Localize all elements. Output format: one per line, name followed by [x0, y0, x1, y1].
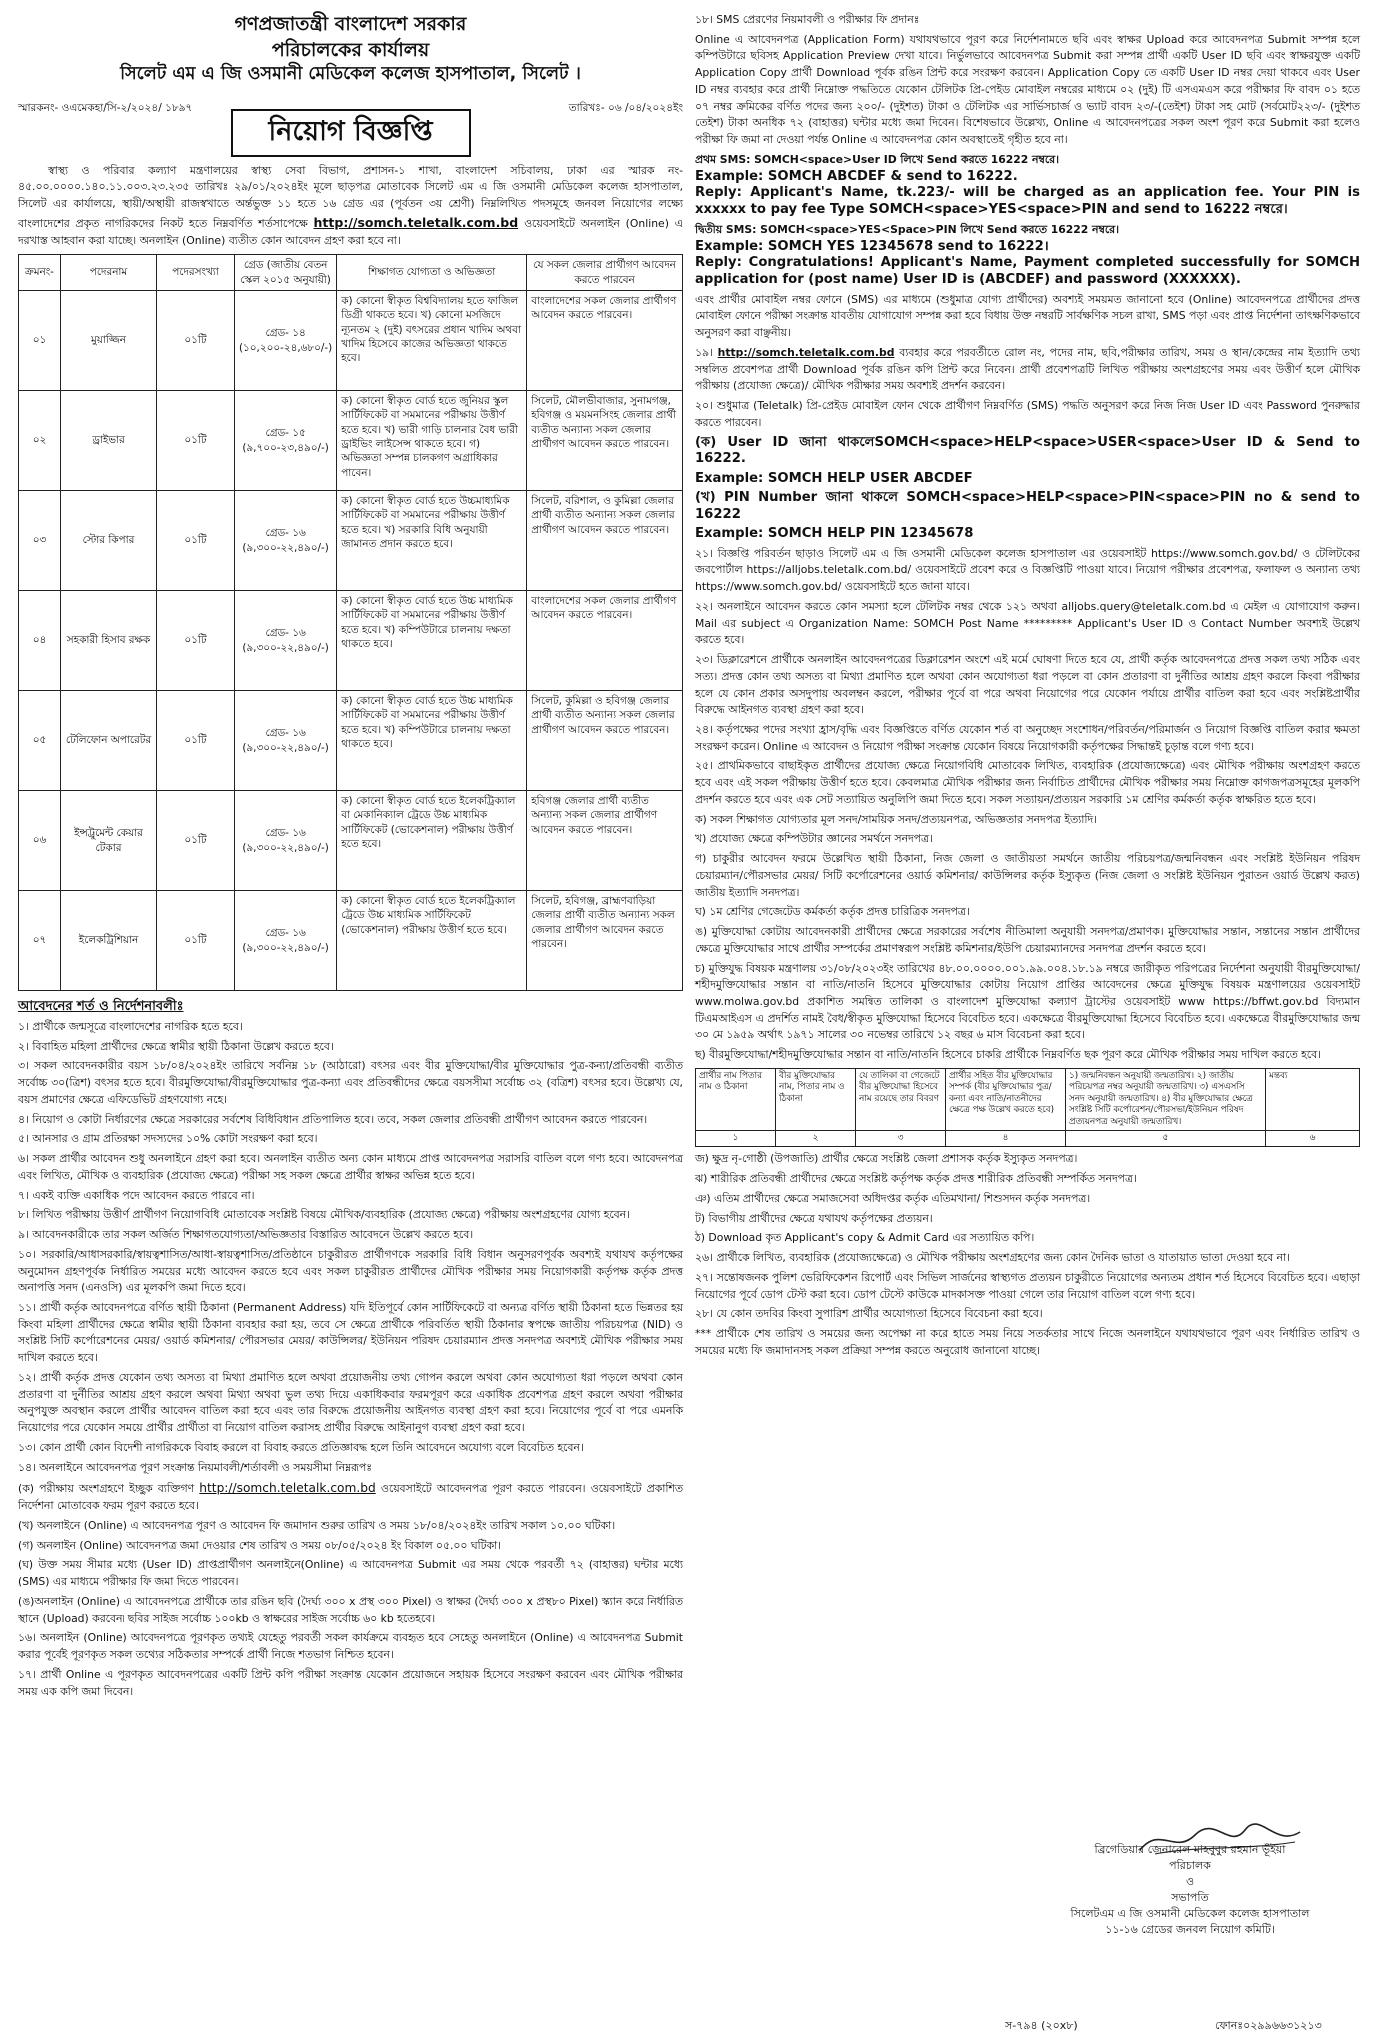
sms-rules-heading: ১৮। SMS প্রেরণের নিয়মাবলী ও পরীক্ষার ফি প্রদানঃ — [695, 13, 920, 26]
cell-count: ০১টি — [157, 791, 235, 891]
condition-item: ৩। সকল আবেদনকারীর বয়স ১৮/০৪/২০২৪ইং তারিখে সর্বনিম্ন ১৮ (আঠারো) বৎসর এবং বীর মুক্তিযোদ্ধা/বীর মুক্তিযোদ্ধার পুত্র-কন্যা/প্রতিবন্ধী ব্যতীত সর্বোচ্চ ৩০(ত্রিশ) বৎসর হতে হবে। বীরমুক্তিযোদ্ধা/বীরমুক্তিযোদ্ধার পুত্র-কন্যা এবং প্রতিবন্ধীদের ক্ষেত্রে বয়সসীমা সর্বোচ্চ ৩২ (বত্রিশ) বৎসর হবে। উল্লেখ্য যে, বয়স প্রমাণের ক্ষেত্রে এফিডেভিট গ্রহণযোগ্য নহে। — [18, 1059, 683, 1106]
ff-col-gazette: যে তালিকা বা গেজেটে বীর মুক্তিযোদ্ধা হিসেবে নাম রয়েছে তার বিবরণ — [856, 1068, 946, 1130]
cell-grade: গ্রেড- ১৬ (৯,৩০০-২২,৪৯০/-) — [235, 591, 337, 691]
cell-qualification: ক) কোনো স্বীকৃত বোর্ড হতে জুনিয়র স্কুল সার্টিফিকেট বা সমমানের পরীক্ষায় উত্তীর্ণ হতে হবে। খ) ভারী গাড়ি চালনার বৈধ ভারী ড্রাইভিং লাইসেন্স থাকতে হবে। গ) অভিজ্ঞতা সম্পন্ন চালকগণ অগ্রাধিকার পাবেন। — [337, 391, 527, 491]
pin-recovery: (খ) PIN Number জানা থাকলে SOMCH<space>HELP<space>PIN<space>PIN no & send to 16222 — [695, 490, 1360, 522]
signatory-office: সিলেটএম এ জি ওসমানী মেডিকেল কলেজ হাসপাতাল — [1070, 1906, 1310, 1920]
second-sms-instruction — [695, 222, 1360, 289]
document-item: ঝ) শারীরিক প্রতিবন্ধী প্রার্থীদের ক্ষেত্রে সংশ্লিষ্ট কর্তৃপক্ষ কর্তৃক প্রদত্ত শারীরিক প্রতিবন্ধী সম্পর্কিত সনদপত্র। — [695, 1172, 1137, 1186]
office-title: পরিচালকের কার্যালয় — [271, 38, 430, 61]
left-column — [18, 12, 683, 1703]
memo-number: স্মারকনং- ওএমেকহা/সি-২/২০২৪/ ১৮৯৭ — [18, 101, 193, 114]
cell-post: সহকারী হিসাব রক্ষক — [61, 591, 157, 691]
condition-item: ১১। প্রার্থী কর্তৃক আবেদনপত্রে বর্ণিত স্থায়ী ঠিকানা (Permanent Address) যদি ইতিপূর্বে কোন সার্টিফিকেটে বা অন্যত্র বর্ণিত স্থায়ী ঠিকানা হতে ভিন্নতর হয় কিংবা মহিলা প্রার্থীদের ক্ষেত্রে স্বামীর স্থায়ী ঠিকানা ব্যবহার করা হয়, তবে সে ক্ষেত্রে প্রার্থীকে পরিবর্তিত স্থায়ী ঠিকানার স্বপক্ষে জাতীয় পরিচয়পত্র (NID) ও সংশ্লিষ্ট সিটি কর্পোরেশনের মেয়র/ ওয়ার্ড কমিশনার/ পৌরসভার মেয়র/ কাউন্সিলর/ ইউনিয়ন পরিষদ চেয়ারম্যান প্রদত্ত সনদপত্র অবশ্যই মৌখিক পরীক্ষার সময় দাখিল করতে হবে। — [18, 1300, 683, 1365]
ff-num: ২ — [776, 1131, 856, 1147]
cell-qualification: ক) কোনো স্বীকৃত বোর্ড হতে উচ্চ মাধ্যমিক সার্টিফিকেট বা সমমানের পরীক্ষায় উত্তীর্ণ হতে হবে। খ) কম্পিউটারে চালনায় দক্ষতা থাকতে হবে। — [337, 691, 527, 791]
closing-note: *** প্রার্থীকে শেষ তারিখ ও সময়ের জন্য অপেক্ষা না করে হাতে সময় নিয়ে সতর্কতার সাথে নিজে অনলাইনে যথাযথভাবে পূরণ এবং নির্ধারিত তারিখ ও সময়ের মধ্যে ফি জমাদানসহ সকল প্রক্রিয়া সম্পন্ন করতে অনুরোধ জানানো যাচ্ছে। — [695, 1327, 1360, 1357]
document-item: ঙ) মুক্তিযোদ্ধা কোটায় আবেদনকারী প্রার্থীদের ক্ষেত্রে সরকারের সর্বশেষ নীতিমালা অনুযায়ী সনদপত্র/প্রমাণক। মুক্তিযোদ্ধার সন্তান, সন্তানের সন্তান প্রার্থীদের ক্ষেত্রে মুক্তিযোদ্ধার সাথে প্রার্থীর সম্পর্কের প্রমাণস্বরূপ সংশ্লিষ্ট কমিশনার/ইউপি চেয়ারম্যানদের সনদপত্র প্রদর্শন করতে হবে। — [695, 925, 1360, 955]
pin-recovery-example: Example: SOMCH HELP PIN 12345678 — [695, 526, 974, 542]
ff-col-remarks: মন্তব্য — [1266, 1068, 1360, 1130]
table-row — [19, 891, 683, 991]
condition-item: ২২। অনলাইনে আবেদন করতে কোন সমস্যা হলে টেলিটক নম্বর থেকে ১২১ অথবা alljobs.query@teletalk.com.bd এ মেইল এ যোগাযোগ করুন। Mail এর subject এ Organization Name: SOMCH Post Name ********* Applicant's User ID ও Contact Number অবশ্যই উল্লেখ করতে হবে। — [695, 599, 1360, 647]
first-sms-reply: Reply: Applicant's Name, tk.223/- will be charged as an application fee. Your PIN is xxxxxx to pay fee Type SOMCH<space>YES<space>PIN and send to 16222 নম্বরে। — [695, 185, 1360, 218]
condition-item: ২৭। সন্তোষজনক পুলিশ ভেরিফিকেশন রিপোর্ট এবং সিভিল সার্জনের স্বাস্থ্যগত প্রত্যয়ন চাকুরীতে নিয়োগের অন্যতম প্রধান শর্ত হিসেবে বিবেচিত হবে। এছাড়া নিয়োগের পূর্বে ডোপ টেস্ট করা হবে। ডোপ টেস্টে কাউকে মাদকাসক্ত পাওয়া গেলে তার নিয়োগ বাতিল বলে গণ্য হবে। — [695, 1270, 1360, 1301]
document-item: ট) বিভাগীয় প্রার্থীদের ক্ষেত্রে যথাযথ কর্তৃপক্ষের প্রত্যয়ন। — [695, 1211, 933, 1225]
condition-item: ১৬। অনলাইন (Online) আবেদনপত্রে পূরণকৃত তথ্যই যেহেতু পরবর্তী সকল কার্যক্রমে ব্যবহৃত হবে সেহেতু অনলাইনে (Online) এ আবেদনপত্র Submit করার পূর্বেই পূরণকৃত সকল তথ্যের সঠিকতার সম্পর্কে প্রার্থী নিজে শতভাগ নিশ্চিত হবেন। — [18, 1631, 683, 1662]
cell-post: ইলেকট্রিশিয়ান — [61, 891, 157, 991]
cell-districts: বাংলাদেশের সকল জেলার প্রার্থীগণ আবেদন করতে পারবেন। — [527, 591, 683, 691]
second-sms-reply: Reply: Congratulations! Applicant's Name, Payment completed successfully for SOMCH application for (post name) User ID is (ABCDEF) and password (XXXXXX). — [695, 255, 1360, 288]
first-sms-instruction — [695, 152, 1360, 219]
condition-item: (ঘ) উক্ত সময় সীমার মধ্যে (User ID) প্রাপ্তপ্রার্থীগণ অনলাইনে(Online) এ আবেদনপত্র Submit এর সময় থেকে পরবর্তী ৭২ (বাহাত্তর) ঘন্টার মধ্যে (SMS) এর মাধ্যমে পরীক্ষার ফি জমা দিতে পারবেন। — [18, 1558, 683, 1589]
cell-sl: ০১ — [19, 291, 61, 391]
intro-text: স্বাস্থ্য ও পরিবার কল্যাণ মন্ত্রণালয়ের স্বাস্থ্য সেবা বিভাগ, প্রশাসন-১ শাখা, বাংলাদেশ সচিবালয়, ঢাকা এর স্মারক নং- ৪৫.০০.০০০০.১৪০.১১.০০৩.২৩.২৩৫ তারিখঃ ২৯/০১/২০২৪ইং মূলে ছাড়পত্র মোতাবেক সিলেট এম এ জি ওসমানী মেডিকেল কলেজ হাসপাতাল, সিলেট এর কার্যালয়ে, স্থায়ী/অস্থায়ী রাজস্বখাতে অর্ন্তভুক্ত ১১ হতে ১৬ গ্রেড এর (পূর্বতন ৩য় শ্রেণী) নিম্নলিখিত পদসমূহে জনবল নিয়োগের লক্ষ্যে বাংলাদেশের প্রকৃত নাগরিকদের নিকট হতে নিম্নবর্ণিত শর্তসাপেক্ষে — [18, 163, 683, 230]
cell-sl: ০৪ — [19, 591, 61, 691]
cell-count: ০১টি — [157, 391, 235, 491]
sms-tail-text: এবং প্রার্থীর মোবাইল নম্বর ফোনে (SMS) এর মাধ্যমে (শুধুমাত্র যোগ্য প্রার্থীদের) অবশ্যই সময়মত জানানো হবে (Online) আবেদনপত্রে প্রার্থীদের প্রদত্ত মোবাইল ফোনে পরীক্ষা সংক্রান্ত যাবতীয় যোগাযোগ সম্পন্ন করা হবে বিধায় উক্ত নম্বরটি সার্বক্ষণিক সচল রাখা, SMS পড়া এবং প্রাপ্ত নির্দেশনা তাৎক্ষণিকভাবে অনুসরণ করা বাঞ্ছনীয়। — [695, 292, 1360, 340]
phone-number: ফোনঃ০২৯৯৬৬৩১২১৩ — [1215, 2019, 1322, 2032]
document-item: জ) ক্ষুদ্র নৃ-গোষ্ঠী (উপজাতি) প্রার্থীর ক্ষেত্রে সংশ্লিষ্ট জেলা প্রশাসক কর্তৃক ইস্যুকৃত সনদপত্র। — [695, 1152, 1078, 1166]
condition-item: ২০। শুধুমাত্র (Teletalk) প্রি-প্রেইড মোবাইল ফোন থেকে প্রার্থীগণ নিম্নবর্ণিত (SMS) পদ্ধতি অনুসরণ করে নিজ নিজ User ID এবং Password পুনরুদ্ধার করতে পারবেন। — [695, 399, 1360, 429]
signatory-conjunction: ও — [1185, 1874, 1195, 1888]
condition-item: ২৮। যে কোন তদবির কিংবা সুপারিশ প্রার্থীর অযোগ্যতা হিসেবে বিবেচনা করা হবে। — [695, 1307, 1043, 1321]
condition-item: ১০। সরকারি/আধাসরকারি/স্বায়ত্বশাসিত/আধা-স্বায়ত্বশাসিত/প্রতিষ্ঠানে চাকুরীরত প্রার্থীগণকে সরকারি বিধি বিধান অনুসরণপূর্বক অবশ্যই যথাযথ কর্তৃপক্ষের অনুমোদন গ্রহণপূর্বক নির্ধারিত সময়ের মধ্যে আবেদন করতে হবে এবং সকল চাকুরীরত প্রার্থীদের মৌখিক পরীক্ষার সময় নিয়োগকারী কর্তৃপক্ষ কর্তৃক প্রদত্ত অনাপত্তি সনদ (এনওসি) এর মূলকপি জমা দিতে হবে। — [18, 1247, 683, 1295]
condition-item: ৫। আনসার ও গ্রাম প্রতিরক্ষা সদস্যদের ১০% কোটা সংরক্ষণ করা হবে। — [18, 1132, 318, 1146]
cell-qualification: ক) কোনো স্বীকৃত বিশ্ববিদ্যালয় হতে ফাজিল ডিগ্রী থাকতে হবে। খ) কোনো মসজিদে ন্যূনতম ২ (দুই) বৎসরের প্রধান খাদিম অথবা খাদিম হিসেবে কাজের অভিজ্ঞতা থাকতে হবে। — [337, 291, 527, 391]
cell-qualification: ক) কোনো স্বীকৃত বোর্ড হতে ইলেকট্রিক্যাল বা মেকানিক্যাল ট্রেডে উচ্চ মাধ্যমিক সার্টিফিকেট (ভোকেশনাল) পরীক্ষায় উত্তীর্ণ হতে হবে। — [337, 791, 527, 891]
ff-col-fighter: বীর মুক্তিযোদ্ধার নাম, পিতার নাম ও ঠিকানা — [776, 1068, 856, 1130]
col-header-grade: গ্রেড (জাতীয় বেতন স্কেল ২০১৫ অনুযায়ী) — [235, 255, 337, 291]
condition-item: (গ) অনলাইন (Online) আবেদনপত্র জমা দেওয়ার শেষ তারিখ ও সময় ০৮/০৫/২০২৪ ইং বিকাল ০৫.০০ ঘটিকা। — [18, 1538, 502, 1552]
admit-card-text: ব্যবহার করে পরবর্তীতে রোল নং, পদের নাম, ছবি,পরীক্ষার তারিখ, সময় ও স্থান/কেন্দ্রের নাম ইত্যাদি তথ্য সম্বলিত প্রবেশপত্র প্রার্থী Download পূর্বক রঙিন কপি প্রিন্ট করে নিবেন। প্রার্থী প্রবেশপত্রটি লিখিত পরীক্ষায় অংশগ্রহণের সময় এবং উত্তীর্ণ হলে মৌখিক পরীক্ষায় (প্রযোজ্য ক্ষেত্রে)/ মৌখিক পরীক্ষার সময় অবশ্যই প্রদর্শন করবেন। — [695, 345, 1360, 393]
cell-districts: সিলেট, বরিশাল, ও কুমিল্লা জেলার প্রার্থী ব্যতীত অন্যান্য সকল জেলার প্রার্থীগণ আবেদন করতে পারবেন। — [527, 491, 683, 591]
header — [18, 12, 683, 87]
cell-count: ০১টি — [157, 891, 235, 991]
cell-districts: সিলেট, কুমিল্লা ও হবিগঞ্জ জেলার প্রার্থী ব্যতীত অন্যান্য সকল জেলার প্রার্থীগণ আবেদন করতে পারবেন। — [527, 691, 683, 791]
cell-sl: ০২ — [19, 391, 61, 491]
document-item: খ) প্রযোজ্য ক্ষেত্রে কম্পিউটার জ্ঞানের সমর্থনে সনদপত্র। — [695, 832, 933, 846]
user-id-recovery: (ক) User ID জানা থাকলেSOMCH<space>HELP<space>USER<space>User ID & Send to 16222. — [695, 434, 1360, 467]
hospital-title: সিলেট এম এ জি ওসমানী মেডিকেল কলেজ হাসপাতাল, সিলেট । — [120, 64, 581, 85]
item-number: ১৯। — [695, 345, 713, 359]
condition-item: ১৭। প্রার্থী Online এ পূরণকৃত আবেদনপত্রের একটি প্রিন্ট কপি পরীক্ষা সংক্রান্ত যেকোন প্রয়োজনে সহায়ক হিসেবে সংরক্ষণ করবেন এবং মৌখিক পরীক্ষার সময় এক কপি জমা দিবেন। — [18, 1667, 683, 1698]
ff-num: ৫ — [1066, 1131, 1266, 1147]
condition-item: ১৩। কোন প্রার্থী কোন বিদেশী নাগরিককে বিবাহ করলে বা বিবাহ করতে প্রতিজ্ঞাবদ্ধ হলে তিনি আবেদনে অযোগ্য বলে বিবেচিত হবেন। — [18, 1440, 584, 1454]
col-header-sl: ক্রমনং- — [19, 255, 61, 291]
condition-item: ২৩। ডিক্লারেশনে প্রার্থীকে অনলাইন আবেদনপত্রের ডিক্লারেশন অংশে এই মর্মে ঘোষণা দিতে হবে যে, প্রার্থী কর্তৃক আবেদনপত্রে প্রদত্ত সকল তথ্য সঠিক এবং সত্য। প্রদত্ত কোন তথ্য অসত্য বা মিথ্যা প্রমাণিত হলে অথবা কোন অযোগ্যতা ধরা পড়লে বা কোন প্রতারণা বা দুর্নীতির আশ্রয় গ্রহণ করলে কিংবা পরীক্ষার হলে যে কোন প্রকার অসদুপায় অবলম্বন করলে, পরীক্ষার পূর্বে বা পরে অথবা নিয়োগের পরে যেকোন পর্যায়ে প্রার্থীর বাতিল করা হবে এবং সংশ্লিষ্টপ্রার্থীর বিরুদ্ধে আইনগত ব্যবস্থা গ্রহণ করা হবে। — [695, 653, 1360, 717]
cell-post: ইন্সট্রুমেন্ট কেয়ার টেকার — [61, 791, 157, 891]
condition-item: (ঙ)অনলাইন (Online) এ আবেদনপত্রে প্রার্থীকে তার রঙিন ছবি (দৈর্ঘ্য ৩০০ x প্রস্থ ৩০০ Pixel) ও স্বাক্ষর (দৈর্ঘ্য ৩০০ x প্রস্থ৮০ Pixel) স্ক্যান করে নির্ধারিত স্থানে (Upload) করবেন৷ ছবির সাইজ সর্বোচ্চ ১০০kb ও স্বাক্ষরের সাইজ সর্বোচ্চ ৬০ kb হতেহবে। — [18, 1594, 683, 1625]
second-sms-lead: দ্বিতীয় SMS: SOMCH<space>YES<Space>PIN লিখে Send করতে 16222 নম্বরে। — [695, 222, 1119, 236]
document-item: ঘ) ১ম শ্রেণির গেজেটেড কর্মকর্তা কর্তৃক প্রদত্ত চারিত্রিক সনদপত্র। — [695, 905, 970, 919]
cell-qualification: ক) কোনো স্বীকৃত বোর্ড হতে উচ্চ মাধ্যমিক সার্টিফিকেট বা সমমানের পরীক্ষায় উত্তীর্ণ হতে হবে। খ) কম্পিউটারে চালনায় দক্ষতা থাকতে হবে। — [337, 591, 527, 691]
cell-districts: বাংলাদেশের সকল জেলার প্রার্থীগণ আবেদন করতে পারবেন। — [527, 291, 683, 391]
table-row — [19, 591, 683, 691]
document-item: ঠ) Download কৃত Applicant's copy & Admit Card এর সত্যায়িত কপি। — [695, 1231, 1035, 1245]
ff-col-candidate: প্রার্থীর নাম পিতার নাম ও ঠিকানা — [696, 1068, 776, 1130]
document-item: চ) মুক্তিযুদ্ধ বিষয়ক মন্ত্রণালয় ৩১/০৮/২০২৩ইং তারিখের ৪৮.০০.০০০০.০০১.৯৯.০০৪.১৮.১৯ নম্বরে জারীকৃত পরিপত্রের নির্দেশনা অনুযায়ী বীরমুক্তিযোদ্ধা/শহীদমুক্তিযোদ্ধার সন্তান বা নাতি/নাতনি হিসেবে মুক্তিযোদ্ধার কোটায় নিয়োগ প্রাপ্তির আবেদনের ক্ষেত্রে মুক্তিযুদ্ধ বিষয়ক মন্ত্রণালয়ের ওয়েবসাইট www.molwa.gov.bd প্রকাশিত সমন্বিত তালিকা ও বাংলাদেশ মুক্তিযোদ্ধা কল্যাণ ট্রাস্টের ওয়েবসাইট www https://bffwt.gov.bd বিদ্যমান টিএমআইএস এ প্রদর্শিত নামই বৈধ/স্বীকৃত মুক্তিযোদ্ধা হিসেবে বিবেচিত হবে। একক্ষেত্রে বীরমুক্তিযোদ্ধা হিসেবে বিবেচিত হবে। একক্ষেত্রে বীরমুক্তিযোদ্ধার জন্ম ৩০ মে ১৯৫৯ অর্থাৎ ১৯৭১ সালের ৩০ নভেম্বর তারিখে ১২ বছর ৬ মাস বিবেচনা করা হবে। — [695, 961, 1360, 1042]
conditions-heading: আবেদনের শর্ত ও নির্দেশনাবলীঃ — [18, 999, 184, 1015]
condition-item — [18, 1479, 683, 1515]
ff-num: ৩ — [856, 1131, 946, 1147]
condition-item: ৯। আবেদনকারীকে তার সকল অর্জিত শিক্ষাগতযোগ্যতা/অভিজ্ঞতার বিস্তারিত আবেদনে উল্লেখ করতে হবে। — [18, 1228, 474, 1242]
freedom-table-numbers — [696, 1131, 1360, 1147]
condition-item: (খ) অনলাইনে (Online) এ আবেদনপত্র পূরণ ও আবেদন ফি জমাদান শুরুর তারিখ ও সময় ১৮/০৪/২০২৪ইং তারিখ সকাল ১০.০০ ঘটিকা। — [18, 1518, 616, 1532]
table-row — [19, 691, 683, 791]
col-header-post: পদেরনাম — [61, 255, 157, 291]
condition-item: ২। বিবাহিত মহিলা প্রার্থীদের ক্ষেত্রে স্বামীর স্থায়ী ঠিকানা উল্লেখ করতে হবে। — [18, 1039, 334, 1053]
cell-qualification: ক) কোনো স্বীকৃত বোর্ড হতে ইলেকট্রিক্যাল ট্রেডে উচ্চ মাধ্যমিক সার্টিফিকেট (ভোকেশনাল) পরীক্ষায় উত্তীর্ণ হতে হবে। — [337, 891, 527, 991]
cell-grade: গ্রেড- ১৬ (৯,৩০০-২২,৪৯০/-) — [235, 691, 337, 791]
condition-item: ২১। বিজ্ঞপ্তি পরিবর্তন ছাড়াও সিলেট এম এ জি ওসমানী মেডিকেল কলেজ হাসপাতাল এর ওয়েবসাইট https://www.somch.gov.bd/ ও টেলিটকের জবপোর্টাল https://alljobs.teletalk.com.bd/ ওয়েবসাইটে প্রবেশ করে ও বিজ্ঞপ্তিটি পাওয়া যাবে। নিয়োগ পরীক্ষার প্রবেশপত্র, ফলাফল ও অন্যান্য তথ্য https://www.somch.gov.bd/ ওয়েবসাইটে হতে জানা যাবে। — [695, 546, 1360, 594]
first-sms-example: Example: SOMCH ABCDEF & send to 16222. — [695, 168, 1018, 184]
table-row — [19, 791, 683, 891]
document-item: গ) চাকুরীর আবেদন ফরমে উল্লেখিত স্থায়ী ঠিকানা, নিজ জেলা ও জাতীয়তা সমর্থনে জাতীয় পরিচয়পত্র/জন্মনিবন্ধন এবং সংশ্লিষ্ট ইউনিয়ন পরিষদ চেয়ারম্যান/পৌরসভার মেয়র/ সিটি কর্পোরেশনের ওয়ার্ড কমিশনার/ কাউন্সিলর কর্তৃক ইস্যুকৃত (নিজ জেলা ও সংশ্লিষ্ট ইউনিয়ন পুরাতন ওয়ার্ড উল্লেখ করত) জাতীয় ইত্যাদি সনদপত্র। — [695, 852, 1360, 899]
ff-num: ৬ — [1266, 1131, 1360, 1147]
cell-post: স্টোর কিপার — [61, 491, 157, 591]
govt-title: গণপ্রজাতন্ত্রী বাংলাদেশ সরকার — [234, 13, 467, 35]
cell-sl: ০৬ — [19, 791, 61, 891]
ff-num: ১ — [696, 1131, 776, 1147]
condition-item: ৮। লিখিত পরীক্ষায় উত্তীর্ণ প্রার্থীগণ নিয়োগবিধি মোতাবেক সংশ্লিষ্ট বিষয়ে মৌখিক/ব্যবহারিক (প্রযোজ্য ক্ষেত্রে) পরীক্ষায় অংশগ্রহণের যোগ্য হবেন। — [18, 1208, 630, 1222]
condition-text: (ক) পরীক্ষায় অংশগ্রহণে ইচ্ছুক ব্যক্তিগণ — [18, 1482, 195, 1496]
col-header-qualification: শিক্ষাগত যোগ্যতা ও অভিজ্ঞতা — [337, 255, 527, 291]
cell-grade: গ্রেড- ১৬ (৯,৩০০-২২,৪৯০/-) — [235, 891, 337, 991]
col-header-count: পদেরসংখ্যা — [157, 255, 235, 291]
col-header-districts: যে সকল জেলার প্রার্থীগণ আবেদন করতে পারবেন — [527, 255, 683, 291]
signatory-committee: ১১-১৬ গ্রেডের জনবল নিয়োগ কমিটি। — [1105, 1922, 1275, 1936]
cell-post: টেলিফোন অপারেটর — [61, 691, 157, 791]
cell-post: ড্রাইভার — [61, 391, 157, 491]
intro-paragraph — [18, 163, 683, 250]
document-item: ঞ) এতিম প্রার্থীদের ক্ষেত্রে সমাজসেবা অধিদপ্তর কর্তৃক এতিমখানা/ শিশুসদন কর্তৃক সনদপত্র। — [695, 1191, 1091, 1205]
condition-item: ১৪। অনলাইনে আবেদনপত্র পূরণ সংক্রান্ত নিয়মাবলী/শর্তাবলী ও সময়সীমা নিম্নরূপঃ — [18, 1460, 372, 1474]
cell-districts: সিলেট, হবিগঞ্জ, ব্রাহ্মণবাড়িয়া জেলার প্রার্থী ব্যতীত অন্যান্য সকল জেলার প্রার্থীগণ আবেদন করতে পারবেন। — [527, 891, 683, 991]
right-column — [695, 12, 1360, 2032]
user-id-recovery-example: Example: SOMCH HELP USER ABCDEF — [695, 470, 973, 486]
document-item: ক) সকল শিক্ষাগত যোগ্যতার মূল সনদ/সাময়িক সনদ/প্রত্যয়নপত্র, অভিজ্ঞতার সনদপত্র ইত্যাদি। — [695, 812, 1097, 826]
print-code: স-৭৯৪ (২০x৮) — [1005, 2019, 1078, 2032]
cell-districts: হবিগঞ্জ জেলার প্রার্থী ব্যতীত অন্যান্য সকল জেলার প্রার্থীগণ আবেদন করতে পারবেন। — [527, 791, 683, 891]
cell-count: ০১টি — [157, 491, 235, 591]
cell-grade: গ্রেড- ১৬ (৯,৩০০-২২,৪৯০/-) — [235, 791, 337, 891]
condition-item: ২৬। প্রার্থীকে লিখিত, ব্যবহারিক (প্রযোজ্যক্ষেত্রে) ও মৌখিক পরীক্ষায় অংশগ্রহণের জন্য কোন দৈনিক ভাতা ও যাতায়াত ভাতা দেওয়া হবে না। — [695, 1251, 1290, 1265]
signature-block — [1025, 1842, 1355, 1938]
cell-sl: ০৭ — [19, 891, 61, 991]
first-sms-lead: প্রথম SMS: SOMCH<space>User ID লিখে Send করতে 16222 নম্বরে। — [695, 152, 1059, 166]
cell-qualification: ক) কোনো স্বীকৃত বোর্ড হতে উচ্চমাধ্যমিক সার্টিফিকেট বা সমমানের পরীক্ষায় উত্তীর্ণ হতে হবে। খ) সরকারি বিধি অনুযায়ী জামানত প্রদান করতে হবে। — [337, 491, 527, 591]
signatory-name: ব্রিগেডিয়ার জেনারেল মাহবুবুর রহমান ভূঁইয়া — [1094, 1843, 1286, 1856]
cell-districts: সিলেট, মৌলভীবাজার, সুনামগঞ্জ, হবিগঞ্জ ও ময়মনসিংহ জেলার প্রার্থী ব্যতীত অন্যান্য সকল জেলার প্রার্থীগণ আবেদন করতে পারবেন। — [527, 391, 683, 491]
ff-num: ৪ — [946, 1131, 1066, 1147]
table-row — [19, 391, 683, 491]
condition-text: ওয়েবসাইটে আবেদনপত্র পূরণ করতে পারবেন। ওয়েবসাইটে প্রকাশিত নির্দেশনা মোতাবেক ফরম পূরণ করতে হবে। — [18, 1482, 684, 1513]
condition-item: ২৫। প্রাথমিকভাবে বাছাইকৃত প্রার্থীদের প্রযোজ্য ক্ষেত্রে নিয়োগবিধি মোতাবেক লিখিত, ব্যবহারিক (প্রযোজ্যক্ষেত্রে) এবং মৌখিক পরীক্ষায় অংশগ্রহণ করতে হবে এবং এই সকল পরীক্ষায় উত্তীর্ণ হতে হবে। কেবলমাত্র মৌখিক পরীক্ষার জন্য নির্বাচিত প্রার্থীদের মৌখিক পরীক্ষার সময় নিম্নোক্ত কাগজপত্রসমূহের মূলকপি প্রদর্শন করতে হবে এবং এক সেট সত্যায়িত অনুলিপি জমা দিতে হবে। সকল সত্যায়ন/প্রত্যয়ন সরকারি ১ম শ্রেণির কর্মকর্তা কর্তৃক স্বাক্ষরিত হতে হবে। — [695, 759, 1360, 806]
intro-text-2: ওয়েবসাইটে অনলাইন (Online) এ দরখাস্ত আহবান করা যাচ্ছে। অনলাইন (Online) ব্যতীত কোন আবেদন গ্রহণ করা হবে না। — [18, 216, 683, 247]
cell-grade: গ্রেড- ১৬ (৯,৩০০-২২,৪৯০/-) — [235, 491, 337, 591]
signatory-role: পরিচালক — [1169, 1858, 1211, 1872]
cell-grade: গ্রেড- ১৪ (১০,২০০-২৪,৬৮০/-) — [235, 291, 337, 391]
freedom-table-header — [696, 1068, 1360, 1130]
admit-card-link[interactable]: http://somch.teletalk.com.bd — [717, 345, 895, 359]
second-sms-example: Example: SOMCH YES 12345678 send to 16222। — [695, 238, 1049, 254]
teletalk-site-link[interactable]: http://somch.teletalk.com.bd — [199, 1481, 376, 1496]
table-row — [19, 491, 683, 591]
document-item: ছ) বীরমুক্তিযোদ্ধা/শহীদমুক্তিযোদ্ধার সন্তান বা নাতি/নাতনি হিসেবে চাকরি প্রার্থীকে নিম্নবর্ণিত ছক পূরণ করে মৌখিক পরীক্ষার সময় দাখিল করতে হবে। — [695, 1048, 1321, 1062]
condition-item: ৭। একই ব্যক্তি একাধিক পদে আবেদন করতে পারবে না। — [18, 1188, 255, 1202]
condition-item: ৬। সকল প্রার্থীর আবেদন শুধু অনলাইনে গ্রহণ করা হবে। অনলাইন ব্যতীত অন্য কোন মাধ্যমে প্রাপ্ত আবেদনপত্র সরাসরি বাতিল বলে গণ্য হবে। আবেদনপত্র এবং লিখিত, মৌখিক ও ব্যবহারিক (প্রযোজ্য ক্ষেত্রে) পরীক্ষা সহ সকল ক্ষেত্রে প্রার্থীর স্বাক্ষর অভিন্ন হতে হবে। — [18, 1152, 683, 1182]
issue-date: তারিখঃ- ০৬ /০৪/২০২৪ইং — [568, 101, 683, 114]
freedom-fighter-table — [695, 1068, 1360, 1148]
condition-item: ১২। প্রার্থী কর্তৃক প্রদত্ত যেকোন তথ্য অসত্য বা মিথ্যা প্রমাণিত হলে অথবা প্রয়োজনীয় তথ্য গোপন করলে অথবা কোন অযোগ্যতা ধরা পড়লে অথবা কোন প্রতারণা বা দুর্নীতির আশ্রয় গ্রহণ করলে অথবা মিথ্যা অথবা ভুল তথ্য দিয়ে একাধিকবার ফরমপূরণ করে একাধিক প্রবেশপত্র গ্রহণ করলে অথবা পরীক্ষার অনুপযুক্ত অবস্থান করলে প্রার্থীর আবেদন বাতিল করা হবে এবং তার বিরুদ্ধে প্রয়োজনীয় আইনগত ব্যবস্থা গ্রহণ করা হবে। নিয়োগের পূর্বে বা পরে এমনকি নিয়োগের পরে যেকোন সময়ে প্রার্থীর প্রার্থীতা বা নিয়োগ বাতিল করাসহ প্রার্থীর বিরুদ্ধে আইনানুগ ব্যবস্থা গ্রহণ করা হবে। — [18, 1370, 683, 1435]
cell-grade: গ্রেড- ১৫ (৯,৭০০-২৩,৪৯০/-) — [235, 391, 337, 491]
ff-col-relation: প্রার্থীর সহিত বীর মুক্তিযোদ্ধার সম্পর্ক (বীর মুক্তিযোদ্ধার পুত্র/কন্যা এবং নাতি/নাতনীদের ক্ষেত্রে পক্ষ উল্লেখ করতে হবে) — [946, 1068, 1066, 1130]
condition-item: ৪। নিয়োগ ও কোটা নির্ধারণের ক্ষেত্রে সরকারের সর্বশেষ বিধিবিধান প্রতিপালিত হবে। তবে, সকল জেলার প্রতিবন্ধী প্রার্থীগণ আবেদন করতে পারবেন। — [18, 1112, 648, 1126]
cell-sl: ০৩ — [19, 491, 61, 591]
condition-item: ১। প্রার্থীকে জন্মসূত্রে বাংলাদেশের নাগরিক হতে হবে। — [18, 1019, 243, 1033]
posts-table-header — [19, 255, 683, 291]
condition-item: ২৪। কর্তৃপক্ষের পদের সংখ্যা হ্রাস/বৃদ্ধি এবং বিজ্ঞপ্তিতে বর্ণিত যেকোন শর্ত বা অনুচ্ছেদ সংশোধন/পরিবর্তন/পরিমার্জন ও নিয়োগ বিজ্ঞপ্তি বাতিল করার ক্ষমতা সংরক্ষণ করেন। Online এ আবেদন ও নিয়োগ পরীক্ষা সংক্রান্ত যেকোন বিষয়ে নিয়োগকারী কর্তৃপক্ষের সিদ্ধান্তই চূড়ান্ত বলে গণ্য হবে। — [695, 722, 1360, 753]
cell-count: ০১টি — [157, 691, 235, 791]
table-row — [19, 291, 683, 391]
apply-website-link[interactable]: http://somch.teletalk.com.bd — [313, 214, 519, 230]
cell-count: ০১টি — [157, 291, 235, 391]
cell-count: ০১টি — [157, 591, 235, 691]
ff-col-birthdate: ১) জন্মনিবন্ধন অনুযায়ী জন্মতারিখ। ২) জাতীয় পরিচয়পত্র নম্বর অনুযায়ী জন্মতারিখ। ৩) এসএসসি সনদ অনুযায়ী জন্মতারিখ। ৪) বীর মুক্তিযোদ্ধার ক্ষেত্রে সংশ্লিষ্ট সিটি কর্পোরেশন/পৌরসভা/ইউনিয়ন পরিষদ প্রত্যয়নপত্র অনুযায়ী জন্মতারিখ। — [1066, 1068, 1266, 1130]
condition-item — [695, 345, 1360, 395]
cell-post: মুয়াজ্জিন — [61, 291, 157, 391]
signatory-role-2: সভাপতি — [1171, 1890, 1209, 1904]
notice-title: নিয়োগ বিজ্ঞপ্তি — [231, 109, 471, 156]
posts-table — [18, 254, 683, 991]
cell-sl: ০৫ — [19, 691, 61, 791]
sms-rules-text: Online এ আবেদনপত্র (Application Form) যথাযথভাবে পূরণ করে নির্দেশনামতে ছবি এবং স্বাক্ষর Upload করে আবেদনপত্র Submit সম্পন্ন হলে কম্পিউটারে ছবিসহ Application Preview দেখা যাবে। নির্ভুলভাবে আবেদনপত্র Submit করা সম্পন্ন প্রার্থী একটি User ID ছবি এবং স্বাক্ষরযুক্ত একটি Application Copy প্রার্থী Download পূর্বক রঙিন প্রিন্ট করে সংরক্ষণ করবেন। Application Copy তে একটি User ID নম্বর দেয়া থাকবে এবং User ID নম্বর ব্যবহার করে প্রার্থী নিম্নোক্ত পদ্ধতিতে যেকোন টেলিটক প্রি-পেইড মোবাইল নম্বরের মাধ্যমে ০২ (দুই) টি এসএমএস করে পরীক্ষার ফি বাবদ ০১ হতে ০৭ নম্বর ক্রমিকের বর্ণিত পদের জন্য ২০০/- (দুইশত) টাকা ও টেলিটক এর সার্ভিসচার্জ ও ভ্যাট বাবদ ২৩/-(তেইশ) টাকা সহ মোট (সর্বমোট২২৩/- (দুইশত তেইশ) টাকা অনধিক ৭২ (বাহাত্তর) ঘন্টার মধ্যে জমা দিবেন। বিশেষভাবে উল্লেখ্য, Online এ আবেদনপত্রের সকল অংশ পূরণ করে Submit করা হলেও পরীক্ষা ফি জমা না দেওয়া পর্যন্ত Online এ আবেদনপত্র কোন অবস্থাতেই গৃহীত হবে না। — [695, 32, 1360, 147]
